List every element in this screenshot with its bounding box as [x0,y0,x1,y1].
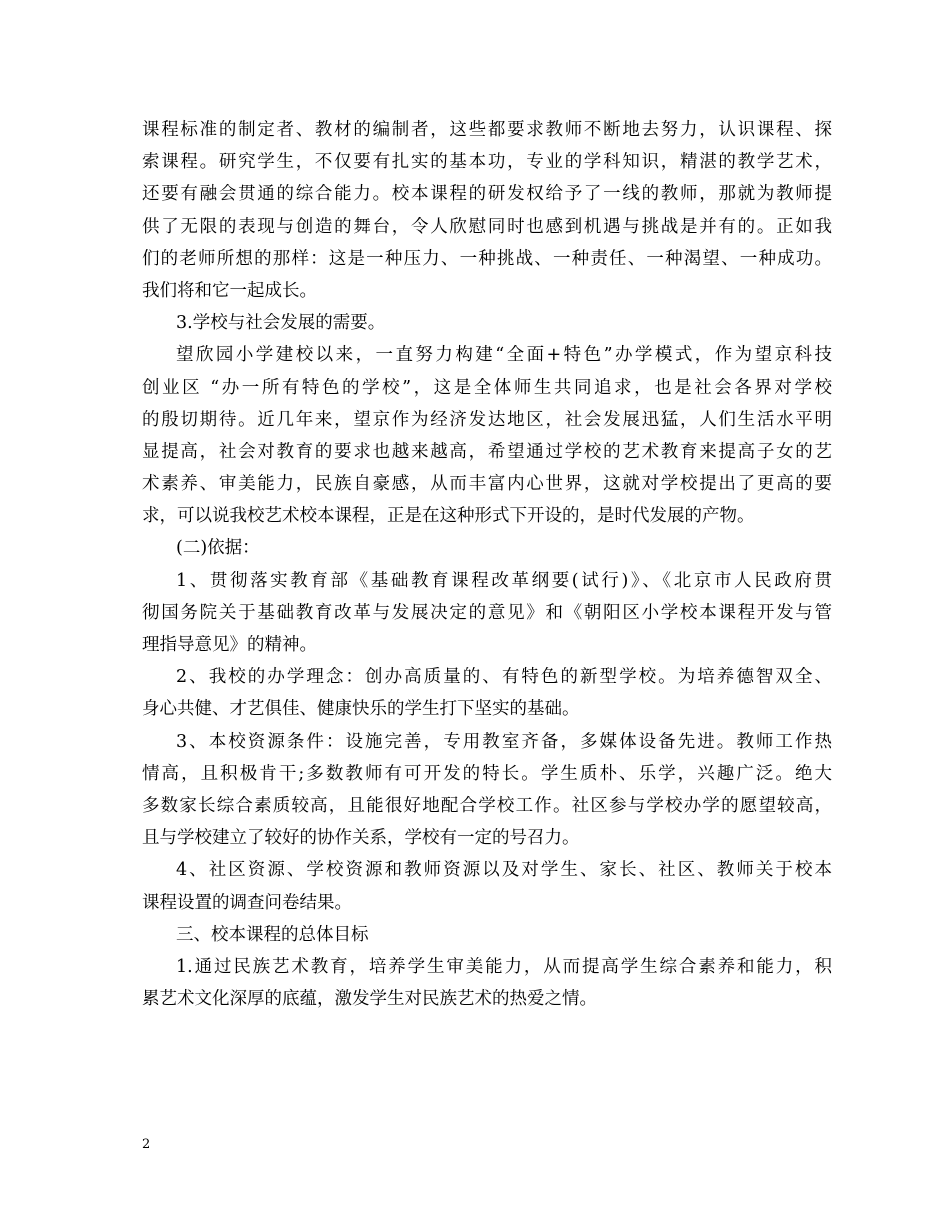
page-number: 2 [142,1137,151,1152]
section-heading: 三、校本课程的总体目标 [176,924,369,945]
text-line: 多数家长综合素质较高，且能很好地配合学校工作。社区参与学校办学的愿望较高， [142,795,832,816]
text-line: 我们将和它一起成长。 [142,280,317,301]
text-line: 3、本校资源条件：设施完善，专用教室齐备，多媒体设备先进。教师工作热 [176,731,832,752]
text-line: 望欣园小学建校以来，一直努力构建“全面+特色”办学模式，作为望京科技 [176,345,832,366]
text-line: 身心共健、才艺俱佳、健康快乐的学生打下坚实的基础。 [142,699,580,720]
text-line: 情高，且积极肯干;多数教师有可开发的特长。学生质朴、乐学，兴趣广泛。绝大 [142,763,832,784]
text-line: 累艺术文化深厚的底蕴，激发学生对民族艺术的热爱之情。 [142,989,597,1010]
text-line: 且与学校建立了较好的协作关系，学校有一定的号召力。 [142,828,580,849]
text-line: 课程标准的制定者、教材的编制者，这些都要求教师不断地去努力，认识课程、探 [142,120,832,140]
text-line: 术素养、审美能力，民族自豪感，从而丰富内心世界，这就对学校提出了更高的要 [142,474,832,495]
text-line: 索课程。研究学生，不仅要有扎实的基本功，专业的学科知识，精湛的教学艺术， [142,152,832,173]
section-heading: (二)依据： [176,538,260,559]
text-line: 的殷切期待。近几年来，望京作为经济发达地区，社会发展迅猛，人们生活水平明 [142,409,832,430]
text-line: 2、我校的办学理念：创办高质量的、有特色的新型学校。为培养德智双全、 [176,667,832,688]
text-line: 们的老师所想的那样：这是一种压力、一种挑战、一种责任、一种渴望、一种成功。 [142,248,832,269]
text-line: 供了无限的表现与创造的舞台，令人欣慰同时也感到机遇与挑战是并有的。正如我 [142,216,832,237]
text-line: 彻国务院关于基础教育改革与发展决定的意见》和《朝阳区小学校本课程开发与管 [142,602,832,623]
text-line: 4、社区资源、学校资源和教师资源以及对学生、家长、社区、教师关于校本 [176,860,832,881]
text-line: 创业区 “办一所有特色的学校”，这是全体师生共同追求，也是社会各界对学校 [142,377,832,398]
text-line: 1、贯彻落实教育部《基础教育课程改革纲要(试行)》、《北京市人民政府贯 [176,570,832,591]
section-heading: 3.学校与社会发展的需要。 [176,313,386,334]
text-line: 显提高，社会对教育的要求也越来越高，希望通过学校的艺术教育来提高子女的艺 [142,441,832,462]
text-line: 1.通过民族艺术教育，培养学生审美能力，从而提高学生综合素养和能力，积 [176,956,832,977]
body-text [142,114,832,1015]
text-line: 还要有融会贯通的综合能力。校本课程的研发权给予了一线的教师，那就为教师提 [142,184,832,205]
text-line: 课程设置的调查问卷结果。 [142,892,352,913]
text-line: 理指导意见》的精神。 [142,635,317,655]
text-line: 求，可以说我校艺术校本课程，正是在这种形式下开设的，是时代发展的产物。 [142,506,755,527]
